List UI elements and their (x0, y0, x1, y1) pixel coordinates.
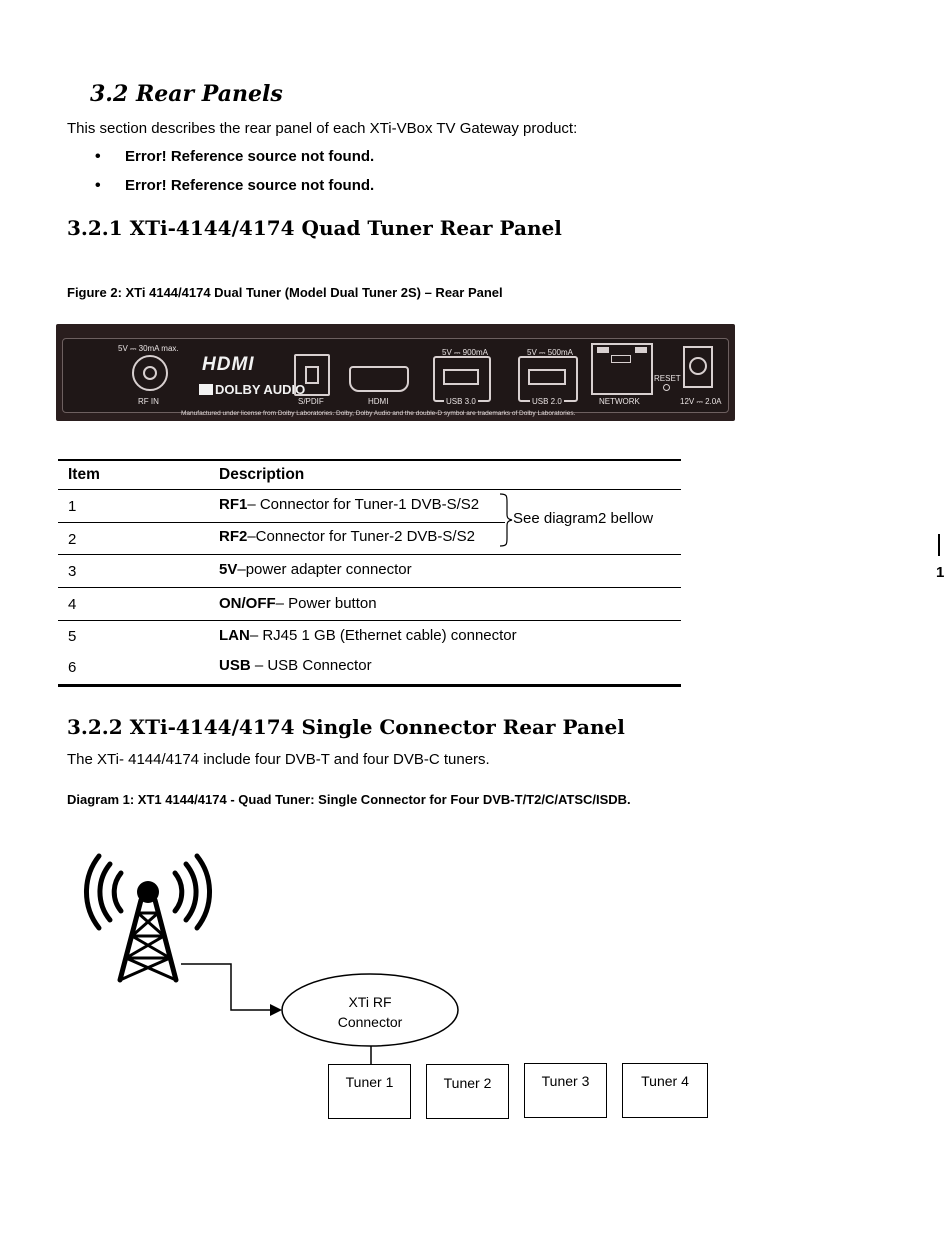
row-term: ON/OFF (219, 595, 276, 612)
tuner-box-1: Tuner 1 (328, 1064, 411, 1119)
row-term: USB (219, 657, 251, 674)
bullet-icon: • (95, 148, 101, 165)
usb2-label: USB 2.0 (532, 397, 562, 406)
table-header-description: Description (219, 466, 305, 483)
rf-connector-label (283, 992, 457, 1032)
tuner-box-4: Tuner 4 (622, 1063, 708, 1118)
usb3-label: USB 3.0 (446, 397, 476, 406)
row-text: – USB Connector (250, 657, 372, 674)
row-text: – Power button (275, 595, 377, 612)
hdmi-label: HDMI (368, 397, 389, 406)
arrow-head-icon (270, 1004, 282, 1016)
tuner-box-2: Tuner 2 (426, 1064, 509, 1119)
row-text: – Connector for Tuner-1 DVB-S/S2 (247, 496, 480, 513)
table-row-item: 5 (68, 628, 77, 645)
row-text: –power adapter connector (237, 561, 412, 578)
bullet-icon: • (95, 177, 101, 194)
rf-in-label: RF IN (138, 397, 159, 406)
network-label: NETWORK (599, 397, 640, 406)
section-number: 3.2 (90, 81, 129, 107)
power-label: 12V ⎓ 2.0A (680, 397, 722, 406)
spdif-label: S/PDIF (298, 397, 324, 406)
table-row-item: 6 (68, 659, 77, 676)
page-number: 1 (936, 564, 945, 581)
usb2-rating-label: 5V ⎓ 500mA (527, 348, 573, 357)
table-row-item: 4 (68, 596, 77, 613)
usb3-rating-label: 5V ⎓ 900mA (442, 348, 488, 357)
row-term: 5V (219, 561, 238, 578)
antenna-tower-icon (86, 856, 209, 980)
row-text: – RJ45 1 GB (Ethernet cable) connector (249, 627, 517, 644)
diagram-caption: Diagram 1: XT1 4144/4174 - Quad Tuner: Single Connector for Four DVB-T/T2/C/ATSC/ISDB. (67, 792, 631, 807)
section-title: Rear Panels (136, 81, 283, 107)
feed-line (181, 964, 278, 1010)
row-term: RF1 (219, 496, 248, 513)
rf-connector-line1: XTi RF (348, 994, 392, 1010)
figure-caption: Figure 2: XTi 4144/4174 Dual Tuner (Model Dual Tuner 2S) – Rear Panel (67, 285, 503, 300)
table-header-item: Item (68, 466, 100, 483)
bullet-text[interactable]: Error! Reference source not found. (125, 177, 375, 194)
row-term: LAN (219, 627, 250, 644)
dc-rating-label: 5V ⎓ 30mA max. (118, 344, 179, 353)
table-row-item: 3 (68, 563, 77, 580)
table-row-item: 2 (68, 531, 77, 548)
table-row-item: 1 (68, 498, 77, 515)
row-term: RF2 (219, 528, 248, 545)
brace-note: See diagram2 bellow (513, 510, 654, 527)
intro-paragraph: This section describes the rear panel of each XTi-VBox TV Gateway product: (67, 120, 578, 137)
rf-connector-line2: Connector (337, 1014, 403, 1030)
hdmi-logo: HDMI (202, 354, 255, 375)
dolby-legal-text: Manufactured under license from Dolby Laboratories. Dolby, Dolby Audio and the double-D symbol are trademarks of Dolby Laboratories. (181, 410, 576, 417)
subsection-paragraph: The XTi- 4144/4174 include four DVB-T and four DVB-C tuners. (67, 751, 490, 768)
bullet-text[interactable]: Error! Reference source not found. (125, 148, 375, 165)
dolby-text: DOLBY AUDIO (215, 382, 306, 397)
tuner-box-3: Tuner 3 (524, 1063, 607, 1118)
subsection-heading-322: 3.2.2 XTi-4144/4174 Single Connector Rear Panel (67, 715, 625, 739)
row-text: –Connector for Tuner-2 DVB-S/S2 (247, 528, 475, 545)
subsection-heading-321: 3.2.1 XTi-4144/4174 Quad Tuner Rear Panel (67, 216, 562, 240)
reset-label: RESET (654, 374, 681, 383)
